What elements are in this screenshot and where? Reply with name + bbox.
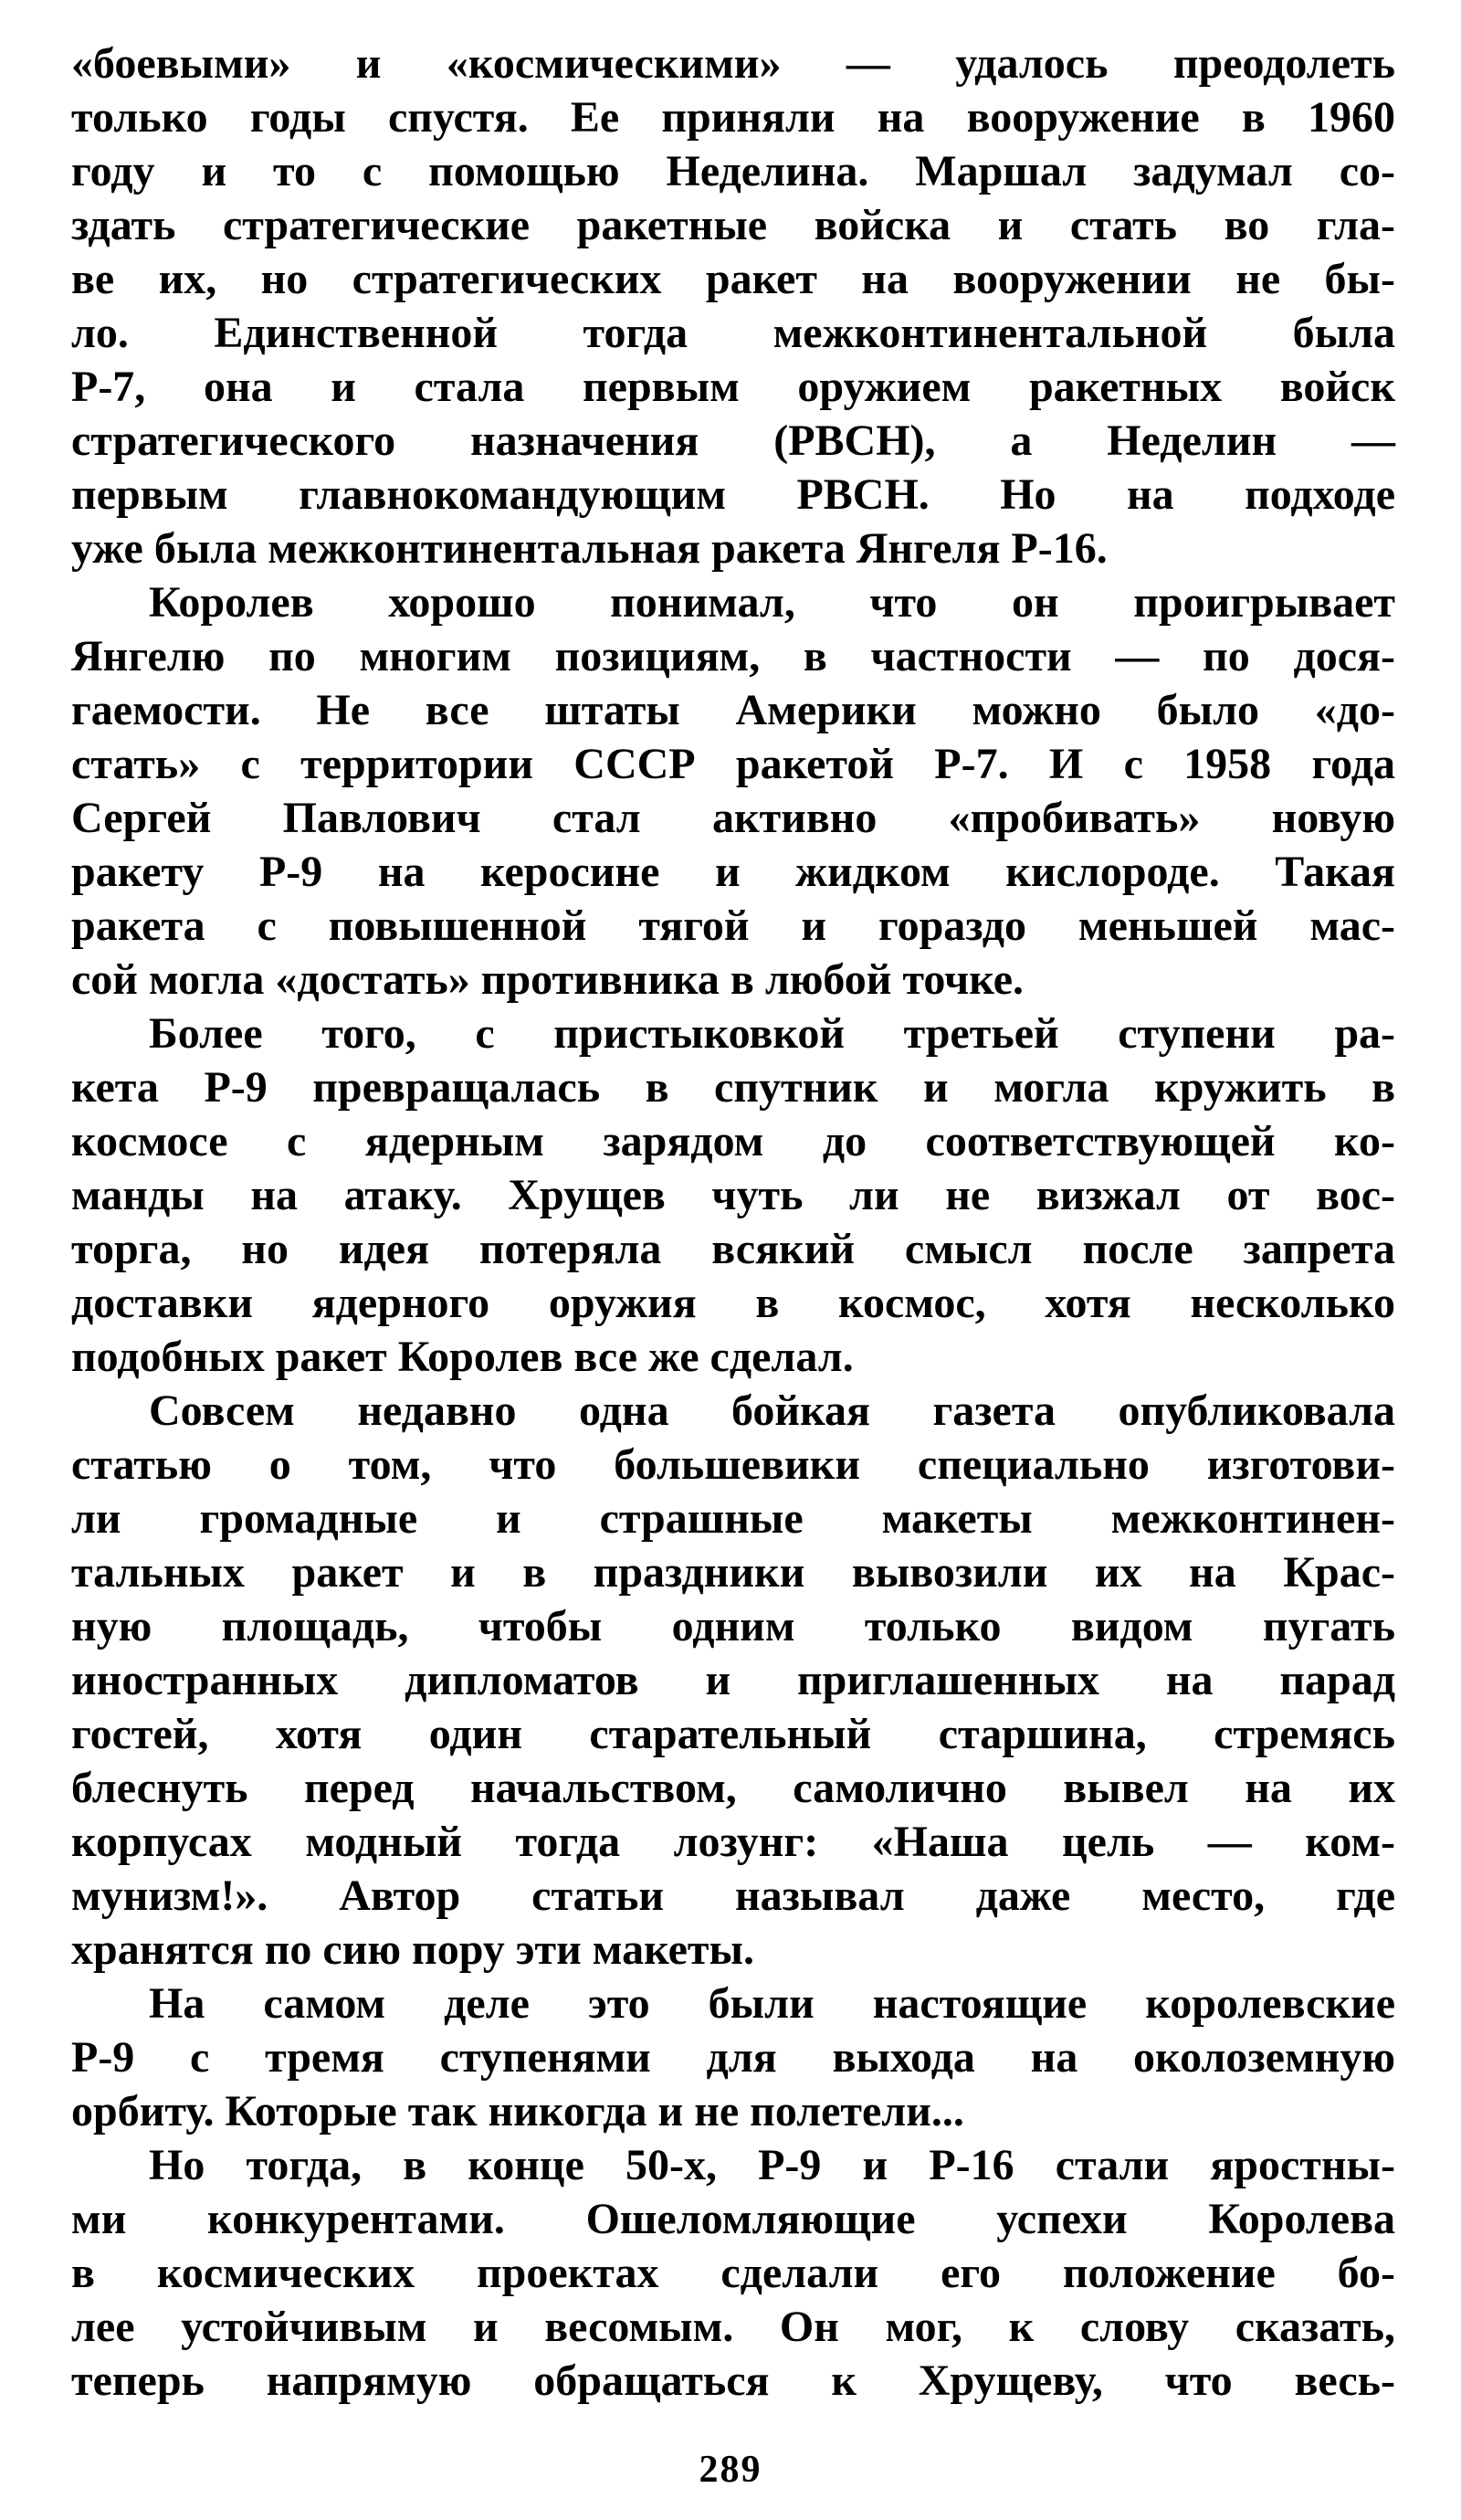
text-line: Сергей Павлович стал активно «пробивать» новую	[71, 794, 1395, 842]
text-line: иностранных дипломатов и приглашенных на парад	[71, 1656, 1395, 1704]
text-line: теперь напрямую обращаться к Хрущеву, что весь-	[71, 2357, 1395, 2405]
text-line: стать» с территории СССР ракетой Р-7. И с 1958 года	[71, 740, 1395, 788]
text-line: тальных ракет и в праздники вывозили их на Крас-	[71, 1548, 1395, 1597]
text-line: сой могла «достать» противника в любой точке.	[71, 955, 1024, 1004]
page-number: 289	[699, 2449, 762, 2491]
text-line: хранятся по сию пору эти макеты.	[71, 1925, 754, 1974]
text-line: Янгелю по многим позициям, в частности — по дося-	[71, 632, 1395, 680]
text-line: ли громадные и страшные макеты межконтинен-	[71, 1494, 1395, 1543]
text-line: лее устойчивым и весомым. Он мог, к слову сказать,	[71, 2303, 1395, 2351]
text-line: доставки ядерного оружия в космос, хотя несколько	[71, 1279, 1395, 1327]
text-line: блеснуть перед начальством, самолично вывел на их	[71, 1764, 1395, 1812]
text-line: мунизм!». Автор статьи называл даже место, где	[71, 1872, 1395, 1920]
text-line: космосе с ядерным зарядом до соответствующей ко-	[71, 1117, 1395, 1165]
text-line: торга, но идея потеряла всякий смысл после запрета	[71, 1225, 1395, 1273]
text-line: ве их, но стратегических ракет на вооружении не бы-	[71, 255, 1395, 303]
text-line: Р-9 с тремя ступенями для выхода на околоземную	[71, 2033, 1395, 2082]
text-line: Более того, с пристыковкой третьей ступени ра-	[149, 1009, 1395, 1058]
text-line: первым главнокомандующим РВСН. Но на подходе	[71, 470, 1395, 519]
text-line: На самом деле это были настоящие королевские	[149, 1979, 1395, 2028]
text-line: в космических проектах сделали его положение бо-	[71, 2249, 1395, 2297]
text-line: гаемости. Не все штаты Америки можно было «до-	[71, 686, 1395, 734]
text-line: ло. Единственной тогда межконтинентальной была	[71, 309, 1395, 357]
text-line: ную площадь, чтобы одним только видом пугать	[71, 1602, 1395, 1650]
text-line: здать стратегические ракетные войска и стать во гла-	[71, 201, 1395, 249]
text-line: орбиту. Которые так никогда и не полетели...	[71, 2087, 964, 2135]
text-line: Р-7, она и стала первым оружием ракетных войск	[71, 363, 1395, 411]
text-line: «боевыми» и «космическими» — удалось преодолеть	[71, 39, 1395, 88]
text-line: корпусах модный тогда лозунг: «Наша цель — ком-	[71, 1818, 1395, 1866]
text-line: манды на атаку. Хрущев чуть ли не визжал от вос-	[71, 1171, 1395, 1219]
text-line: кета Р-9 превращалась в спутник и могла кружить в	[71, 1063, 1395, 1112]
text-line: уже была межконтинентальная ракета Янгеля Р-16.	[71, 524, 1108, 573]
text-line: ракету Р-9 на керосине и жидком кислороде. Такая	[71, 848, 1395, 896]
text-line: статью о том, что большевики специально изготови-	[71, 1440, 1395, 1489]
text-line: только годы спустя. Ее приняли на вооружение в 1960	[71, 93, 1395, 142]
text-line: гостей, хотя один старательный старшина, стремясь	[71, 1710, 1395, 1758]
text-line: ми конкурентами. Ошеломляющие успехи Королева	[71, 2195, 1395, 2243]
text-line: Королев хорошо понимал, что он проигрывает	[149, 578, 1395, 627]
text-line: Но тогда, в конце 50-х, Р-9 и Р-16 стали яростны-	[149, 2141, 1395, 2189]
text-line: Совсем недавно одна бойкая газета опубликовала	[149, 1387, 1395, 1435]
text-line: стратегического назначения (РВСН), а Неделин —	[71, 416, 1395, 465]
body-text	[71, 37, 1395, 2408]
text-line: подобных ракет Королев все же сделал.	[71, 1333, 854, 1381]
text-line: году и то с помощью Неделина. Маршал задумал со-	[71, 147, 1395, 195]
text-line: ракета с повышенной тягой и гораздо меньшей мас-	[71, 902, 1395, 950]
